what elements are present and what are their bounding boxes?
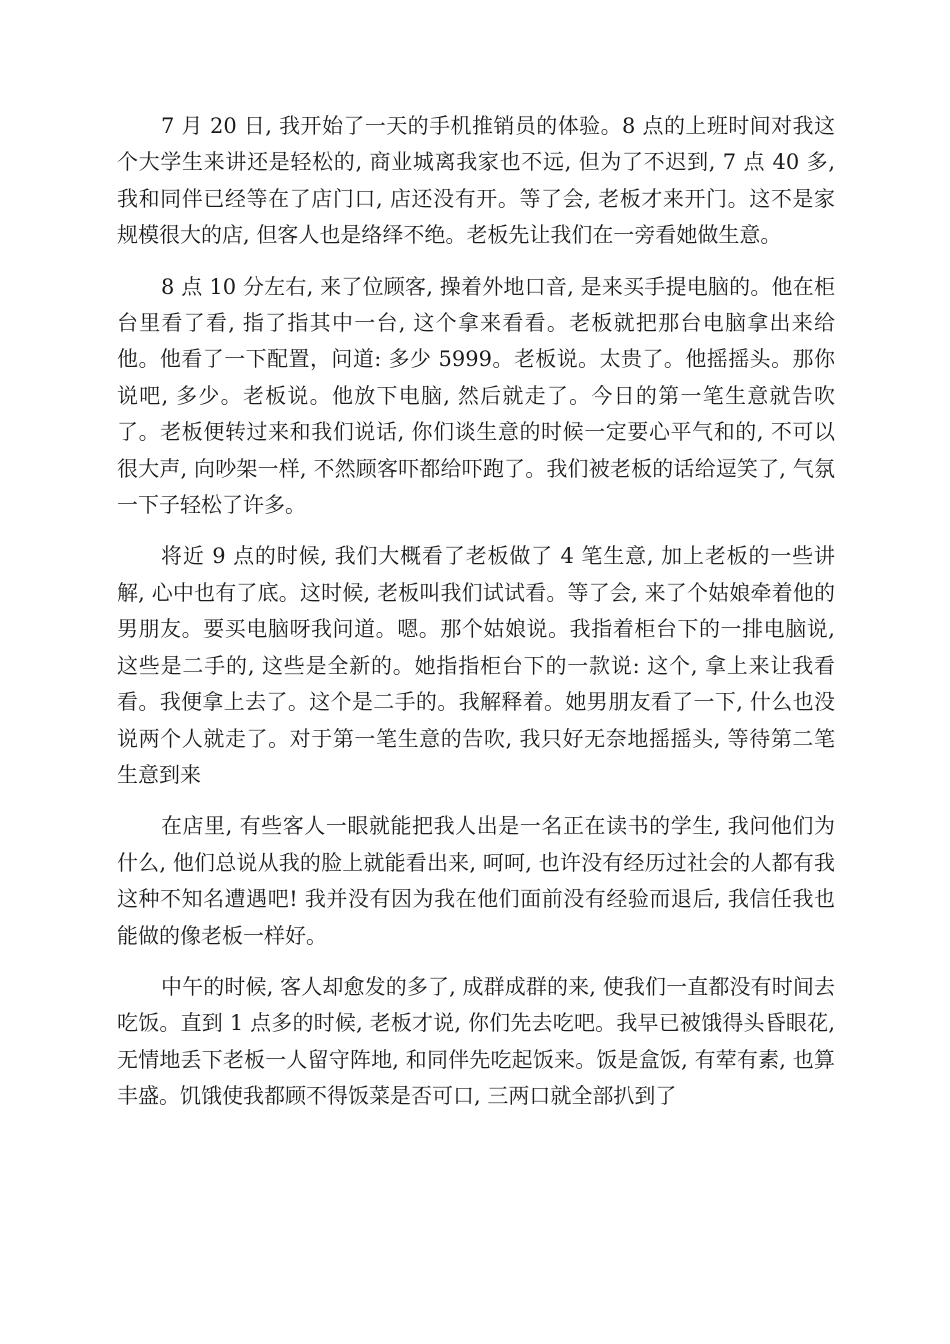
document-body: [117, 108, 835, 1130]
paragraph-5: 中午的时候, 客人却愈发的多了, 成群成群的来, 使我们一直都没有时间去吃饭。直到 1 点多的时候, 老板才说, 你们先去吃吧。我早已被饿得头昏眼花, 无情地丢下老板一人留守阵地, 和同伴先吃起饭来。饭是盒饭, 有荤有素, 也算丰盛。饥饿使我都顾不得饭菜是否可口, 三两口就全部扒到了: [117, 974, 835, 1109]
paragraph-1: 7 月 20 日, 我开始了一天的手机推销员的体验。8 点的上班时间对我这个大学生来讲还是轻松的, 商业城离我家也不远, 但为了不迟到, 7 点 40 多, 我和同伴已经等在了店门口, 店还没有开。等了会, 老板才来开门。这不是家规模很大的店, 但客人也是络绎不绝。老板先让我们在一旁看她做生意。: [117, 114, 835, 248]
paragraph-2: 8 点 10 分左右, 来了位顾客, 操着外地口音, 是来买手提电脑的。他在柜台里看了看, 指了指其中一台, 这个拿来看看。老板就把那台电脑拿出来给他。他看了一下配置，问道: 多少 5999。老板说。太贵了。他摇摇头。那你说吧, 多少。老板说。他放下电脑, 然后就走了。今日的第一笔生意就告吹了。老板便转过来和我们说话, 你们谈生意的时候一定要心平气和的, 不可以很大声, 向吵架一样, 不然顾客吓都给吓跑了。我们被老板的话给逗笑了, 气氛一下子轻松了许多。: [117, 274, 835, 518]
paragraph-4: 在店里, 有些客人一眼就能把我人出是一名正在读书的学生, 我问他们为什么, 他们总说从我的脸上就能看出来, 呵呵, 也许没有经历过社会的人都有我这种不知名遭遇吧! 我并没有因为我在他们面前没有经验而退后, 我信任我也能做的像老板一样好。: [117, 814, 835, 948]
paragraph-3: 将近 9 点的时候, 我们大概看了老板做了 4 笔生意, 加上老板的一些讲解, 心中也有了底。这时候, 老板叫我们试试看。等了会, 来了个姑娘牵着他的男朋友。要买电脑呀我问道。嗯。那个姑娘说。我指着柜台下的一排电脑说, 这些是二手的, 这些是全新的。她指指柜台下的一款说: 这个, 拿上来让我看看。我便拿上去了。这个是二手的。我解释着。她男朋友看了一下, 什么也没说两个人就走了。对于第一笔生意的告吹, 我只好无奈地摇摇头, 等待第二笔生意到来: [117, 544, 835, 787]
